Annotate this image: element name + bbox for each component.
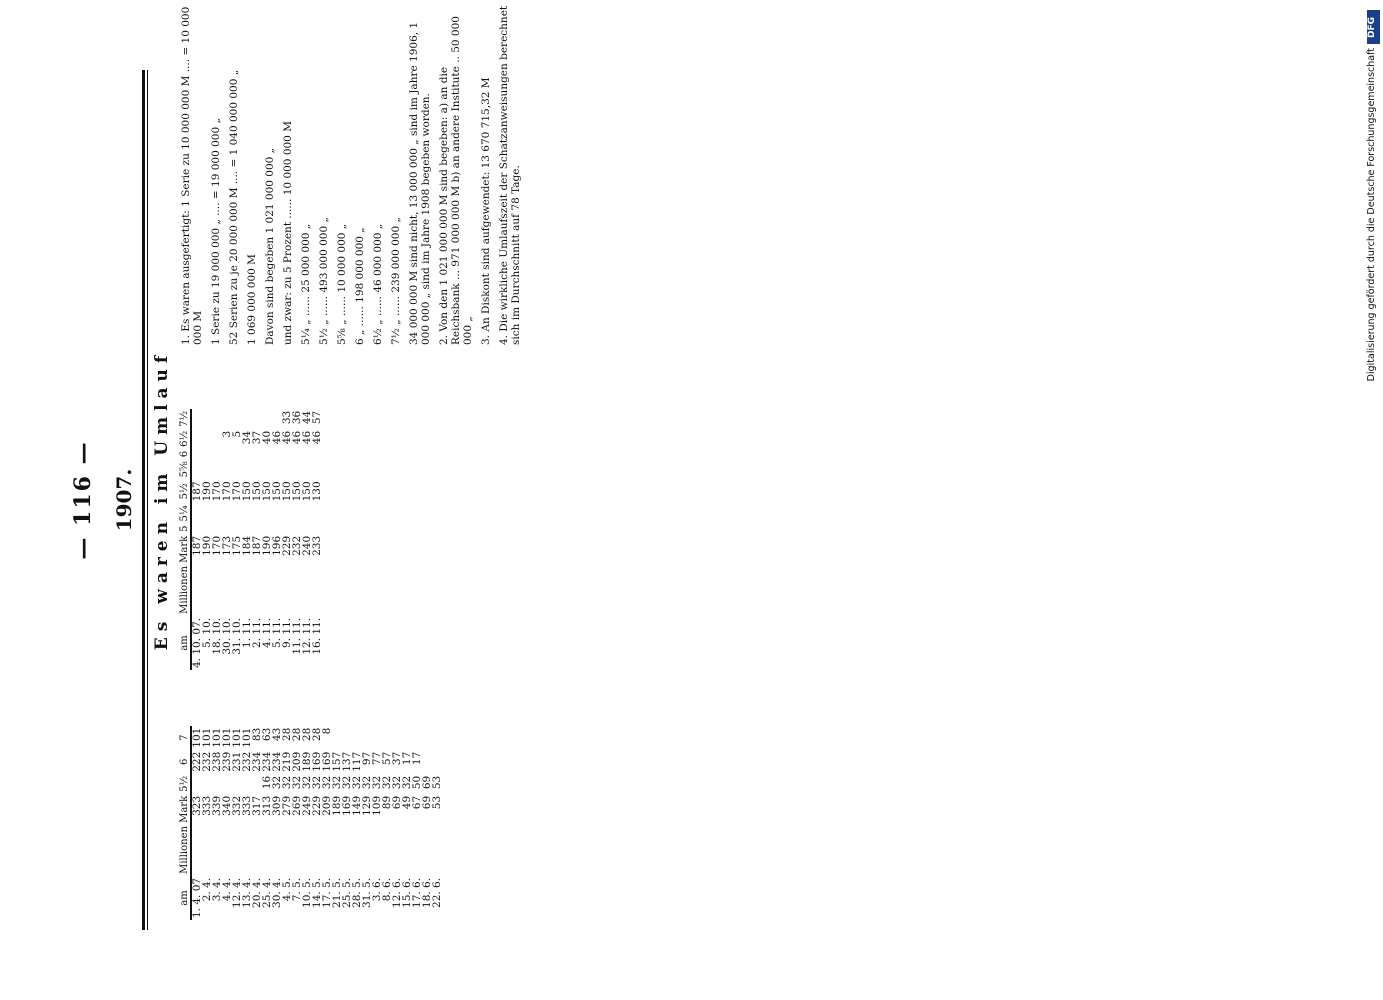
table-cell [212,774,222,794]
table-cell: 229 [281,535,293,556]
table-cell [212,449,222,459]
note-line: 1. Es waren ausgefertigt: 1 Serie zu 10 000 000 M .... = 10 000 000 M [180,6,204,345]
table-cell: 4. 11. [261,617,273,648]
table-cell [191,459,202,479]
table-cell: 150 [251,481,263,502]
table-cell [282,503,292,523]
table-cell [232,459,242,479]
table-cell: 12. 4. [231,877,243,908]
table-cell: 32 [291,775,303,790]
table-cell [202,409,212,429]
col-header-am: am [180,616,191,670]
table-cell [232,409,242,429]
col-header-p2: 6 [180,750,191,774]
table-cell [302,523,312,533]
table-cell [202,503,212,523]
table-cell [252,459,262,479]
table-cell: 149 [351,795,363,816]
table-cell [262,409,272,429]
table-cell [252,449,262,459]
table-cell: 229 [311,795,323,816]
circulation-table-right [180,409,322,670]
table-cell: 169 [311,751,323,772]
table-cell: 189 [331,795,343,816]
table-cell [292,503,302,523]
table-cell [422,750,432,774]
table-cell [432,750,442,774]
note-line: und zwar: zu 5 Prozent ...... 10 000 000 M [282,121,294,345]
table-cell: 279 [281,795,293,816]
table-cell: 219 [281,751,293,772]
table-cell: 1. 4. 07 [191,877,203,918]
table-cell [191,409,202,429]
table-cell [272,503,282,523]
table-cell: 46 [311,430,323,445]
note-line: 1 069 000 000 M [246,254,258,345]
table-cell [272,523,282,533]
circulation-table-left [180,726,442,920]
table-row [312,409,322,670]
table-cell: 4. 5. [281,877,293,902]
table-cell: 150 [301,481,313,502]
table-cell [352,726,362,750]
note-line: 5⅝ „ ...... 10 000 000 „ [336,223,348,345]
table-cell [312,523,322,533]
table-cell: 69 [391,795,403,810]
table-cell: 28 [301,727,313,742]
table-cell: 333 [201,795,213,816]
note-line: 1 Serie zu 19 000 000 „ .... = 19 000 000 „ [210,118,222,345]
table-cell: 170 [211,481,223,502]
table-cell: 9. 11. [281,617,293,648]
table-cell: 8 [321,727,333,735]
table-cell: 190 [201,481,213,502]
table-cell: 25. 4. [261,877,273,908]
table-cell [362,726,372,750]
table-cell [262,449,272,459]
table-cell: 77 [371,751,383,766]
note-line: 4. Die wirkliche Umlaufszeit der Schatzanweisungen berechnet sich im Durchschnitt auf 78 Tage. [498,5,522,345]
col-header-p5: 6 [179,450,190,458]
table-cell: 249 [301,795,313,816]
table-cell: 170 [211,535,223,556]
table-cell: 317 [251,795,263,816]
table-cell: 28 [281,727,293,742]
note-line: 3. An Diskont sind aufgewendet: 13 670 715,32 M [480,77,492,345]
note-line: 5½ „ ...... 493 000 000 „ [318,217,330,345]
notes-block [180,5,528,345]
table-cell: 196 [271,535,283,556]
table-cell [191,503,202,523]
table-cell [412,726,422,750]
table-cell: 22. 6. [431,877,443,908]
table-cell [282,459,292,479]
table-cell: 5 [231,430,243,438]
table-cell [202,523,212,533]
dfg-logo: DFG [1367,10,1380,44]
table-cell: 239 [221,751,233,772]
table-cell: 3. 6. [371,877,383,902]
table-cell: 117 [351,751,363,772]
table-cell [222,459,232,479]
table-cell: 12. 6. [391,877,403,908]
table-cell: 169 [341,795,353,816]
table-cell [382,726,392,750]
table-cell: 3. 4. [211,877,223,902]
table-cell [272,449,282,459]
table-cell: 339 [211,795,223,816]
note-line: 34 000 000 M sind nicht, 13 000 000 „ sind im Jahre 1906, 1 000 000 „ sind im Jahre 1908 begeben worden. [408,21,432,345]
note-line: 5¼ „ ...... 25 000 000 „ [300,223,312,345]
table-cell: 209 [321,795,333,816]
table-cell: 46 [271,430,283,445]
table-cell: 332 [231,795,243,816]
table-cell: 190 [261,535,273,556]
table-cell: 32 [321,775,333,790]
table-cell: 18. 6. [421,877,433,908]
digitization-credit: Digitalisierung gefördert durch die Deutsche Forschungsgemeinschaft [1366,48,1377,382]
table-cell: 37 [391,751,403,766]
table-cell: 25. 5. [341,877,353,908]
col-header-p4: 5⅝ [179,461,190,478]
table-cell: 50 [411,775,423,790]
table-cell: 32 [371,775,383,790]
table-cell [282,449,292,459]
table-cell [252,503,262,523]
table-cell: 12. 11. [301,617,313,655]
table-cell: 209 [291,751,303,772]
table-cell: 40 [261,430,273,445]
table-cell: 137 [341,751,353,772]
table-cell: 46 [291,430,303,445]
table-cell: 231 [231,751,243,772]
table-cell [262,523,272,533]
table-cell [242,503,252,523]
table-cell: 150 [281,481,293,502]
table-cell [232,449,242,459]
note-line: Davon sind begeben 1 021 000 000 „ [264,147,276,345]
table-cell: 169 [321,751,333,772]
table-cell: 184 [241,535,253,556]
table-cell: 238 [211,751,223,772]
table-cell [242,774,252,794]
table-cell [292,523,302,533]
table-cell: 187 [191,481,203,502]
table-cell: 32 [331,775,343,790]
note-line: 7½ „ ...... 239 000 000 „ [390,217,402,345]
table-cell: 170 [221,481,233,502]
table-cell [242,523,252,533]
table-cell [312,503,322,523]
table-cell [262,459,272,479]
table-cell [282,523,292,533]
table-cell [222,523,232,533]
table-cell: 189 [301,751,313,772]
table-cell: 175 [231,535,243,556]
table-cell: 269 [291,795,303,816]
table-cell [332,726,342,750]
table-cell: 32 [401,775,413,790]
table-cell [232,774,242,794]
col-header-p6: 6½ [179,430,190,447]
table-cell [202,774,212,794]
table-cell: 101 [191,727,203,748]
table-cell [262,503,272,523]
table-cell: 32 [341,775,353,790]
table-cell: 97 [361,751,373,766]
table-cell: 49 [401,795,413,810]
table-cell: 32 [271,775,283,790]
table-cell [212,523,222,533]
table-cell: 234 [251,751,263,772]
col-header-p1: 5½ [179,775,190,792]
table-cell: 8. 6. [381,877,393,902]
table-cell [232,523,242,533]
table-cell: 150 [241,481,253,502]
table-cell: 32 [311,775,323,790]
col-header-p1: 5 [179,525,190,532]
table-cell: 5. 10. [201,617,213,648]
table-cell [191,523,202,533]
col-header-p7: 7½ [179,410,190,427]
table-cell: 129 [361,795,373,816]
table-cell: 4. 4. [221,877,233,902]
table-body [191,726,442,920]
table-cell [202,459,212,479]
table-cell: 28 [311,727,323,742]
table-cell: 4. 10. 07. [191,617,203,668]
table-cell [312,449,322,459]
col-header-p3: 5½ [180,479,191,503]
note-line: 6 „ ...... 198 000 000 „ [354,227,366,345]
table-cell [292,449,302,459]
table-cell: 21. 5. [331,877,343,908]
table-cell: 15. 6. [401,877,413,908]
table-cell: 46 [301,430,313,445]
table-cell: 190 [201,535,213,556]
table-cell: 232 [241,751,253,772]
table-cell [292,459,302,479]
table-cell: 46 [281,430,293,445]
table-cell: 83 [251,727,263,742]
table-cell: 30. 4. [271,877,283,908]
table-cell: 333 [241,795,253,816]
table-cell [242,409,252,429]
table-cell: 313 [261,795,273,816]
note-line: 52 Serien zu je 20 000 000 M .... = 1 040 000 000 „ [228,69,240,345]
table-cell [191,449,202,459]
table-cell: 31. 5. [361,877,373,908]
table-cell: 18. 10. [211,617,223,655]
table-cell: 17. 5. [321,877,333,908]
col-header-millionen: Millionen Mark [179,535,190,614]
table-cell: 1. 11. [241,617,253,648]
table-cell [242,449,252,459]
table-cell: 17 [411,751,423,766]
table-cell: 187 [251,535,263,556]
table-cell [212,503,222,523]
table-cell: 130 [311,481,323,502]
table-cell: 2. 11. [251,617,263,648]
table-row [432,726,442,920]
table-cell: 43 [271,727,283,742]
table-cell [202,429,212,449]
table-cell [222,409,232,429]
table-cell: 101 [231,727,243,748]
table-cell: 234 [261,751,273,772]
table-cell: 32 [361,775,373,790]
table-cell: 28 [291,727,303,742]
table-cell: 69 [421,795,433,810]
table-cell [252,409,262,429]
col-header-p3: 7 [180,726,191,750]
table-cell: 101 [241,727,253,748]
table-cell: 170 [231,481,243,502]
table-cell: 13. 4. [241,877,253,908]
table-cell: 150 [271,481,283,502]
table-cell: 30. 10. [221,617,233,655]
table-cell: 32 [301,775,313,790]
table-cell [402,726,412,750]
table-body [191,409,322,670]
table-cell [212,409,222,429]
col-header-p2: 5¼ [179,505,190,522]
table-cell: 14. 5. [311,877,323,908]
table-cell: 101 [211,727,223,748]
table-cell: 232 [291,535,303,556]
table-cell [202,449,212,459]
col-header-am: am [180,876,191,920]
table-cell [312,459,322,479]
table-cell [242,459,252,479]
table-cell: 7. 5. [291,877,303,902]
table-cell: 222 [191,751,203,772]
table-cell: 57 [381,751,393,766]
rule [142,70,145,930]
table-cell: 32 [381,775,393,790]
table-cell: 44 [301,410,313,425]
table-cell: 173 [221,535,233,556]
table-cell: 240 [301,535,313,556]
table-cell: 89 [381,795,393,810]
table-cell: 340 [221,795,233,816]
table-cell: 234 [271,751,283,772]
table-cell: 323 [191,795,203,816]
table-cell [232,503,242,523]
table-cell: 187 [191,535,203,556]
year-heading: 1907. [112,468,136,532]
table-cell: 31. 10. [231,617,243,655]
table-cell: 34 [241,430,253,445]
table-cell: 53 [431,775,443,790]
table-cell: 5. 11. [271,617,283,648]
table-cell: 57 [311,410,323,425]
table-cell: 63 [261,727,273,742]
table-cell: 37 [251,430,263,445]
table-cell: 17 [401,751,413,766]
table-cell [372,726,382,750]
table-cell: 28. 5. [351,877,363,908]
table-cell [222,449,232,459]
table-cell: 67 [411,795,423,810]
table-cell [392,726,402,750]
table-cell: 32 [281,775,293,790]
table-cell: 16 [261,775,273,790]
table-cell: 10. 5. [301,877,313,908]
table-cell: 16. 11. [311,617,323,655]
table-cell: 232 [201,751,213,772]
page-number: — 116 — [70,440,96,560]
table-title: Es waren im Umlauf [152,349,172,651]
table-cell: 32 [351,775,363,790]
table-cell: 109 [371,795,383,816]
table-cell: 2. 4. [201,877,213,902]
table-cell: 32 [391,775,403,790]
table-cell [222,774,232,794]
table-cell [302,503,312,523]
table-cell [272,459,282,479]
table-cell: 69 [421,775,433,790]
table-cell [252,523,262,533]
table-cell: 101 [221,727,233,748]
table-cell [212,459,222,479]
table-cell [302,459,312,479]
table-cell [302,449,312,459]
table-cell: 150 [291,481,303,502]
rule [147,70,148,930]
table-cell [222,503,232,523]
table-cell: 101 [201,727,213,748]
table-cell: 233 [311,535,323,556]
table-cell: 17. 6. [411,877,423,908]
table-cell [191,774,202,794]
table-cell: 36 [291,410,303,425]
table-cell: 157 [331,751,343,772]
note-line: 6½ „ ...... 46 000 000 „ [372,223,384,345]
table-cell [342,726,352,750]
table-cell [191,429,202,449]
table-cell: 33 [281,410,293,425]
table-cell: 150 [261,481,273,502]
note-line: 2. Von den 1 021 000 000 M sind begeben: a) an die Reichsbank ... 971 000 000 M b) an andere Institute .. 50 000 000 „ [438,16,474,345]
table-cell: 11. 11. [291,617,303,655]
table-cell: 53 [431,795,443,810]
table-cell: 3 [221,430,233,438]
table-cell: 309 [271,795,283,816]
col-header-millionen: Millionen Mark [179,795,190,874]
table-cell: 20. 4. [251,877,263,908]
